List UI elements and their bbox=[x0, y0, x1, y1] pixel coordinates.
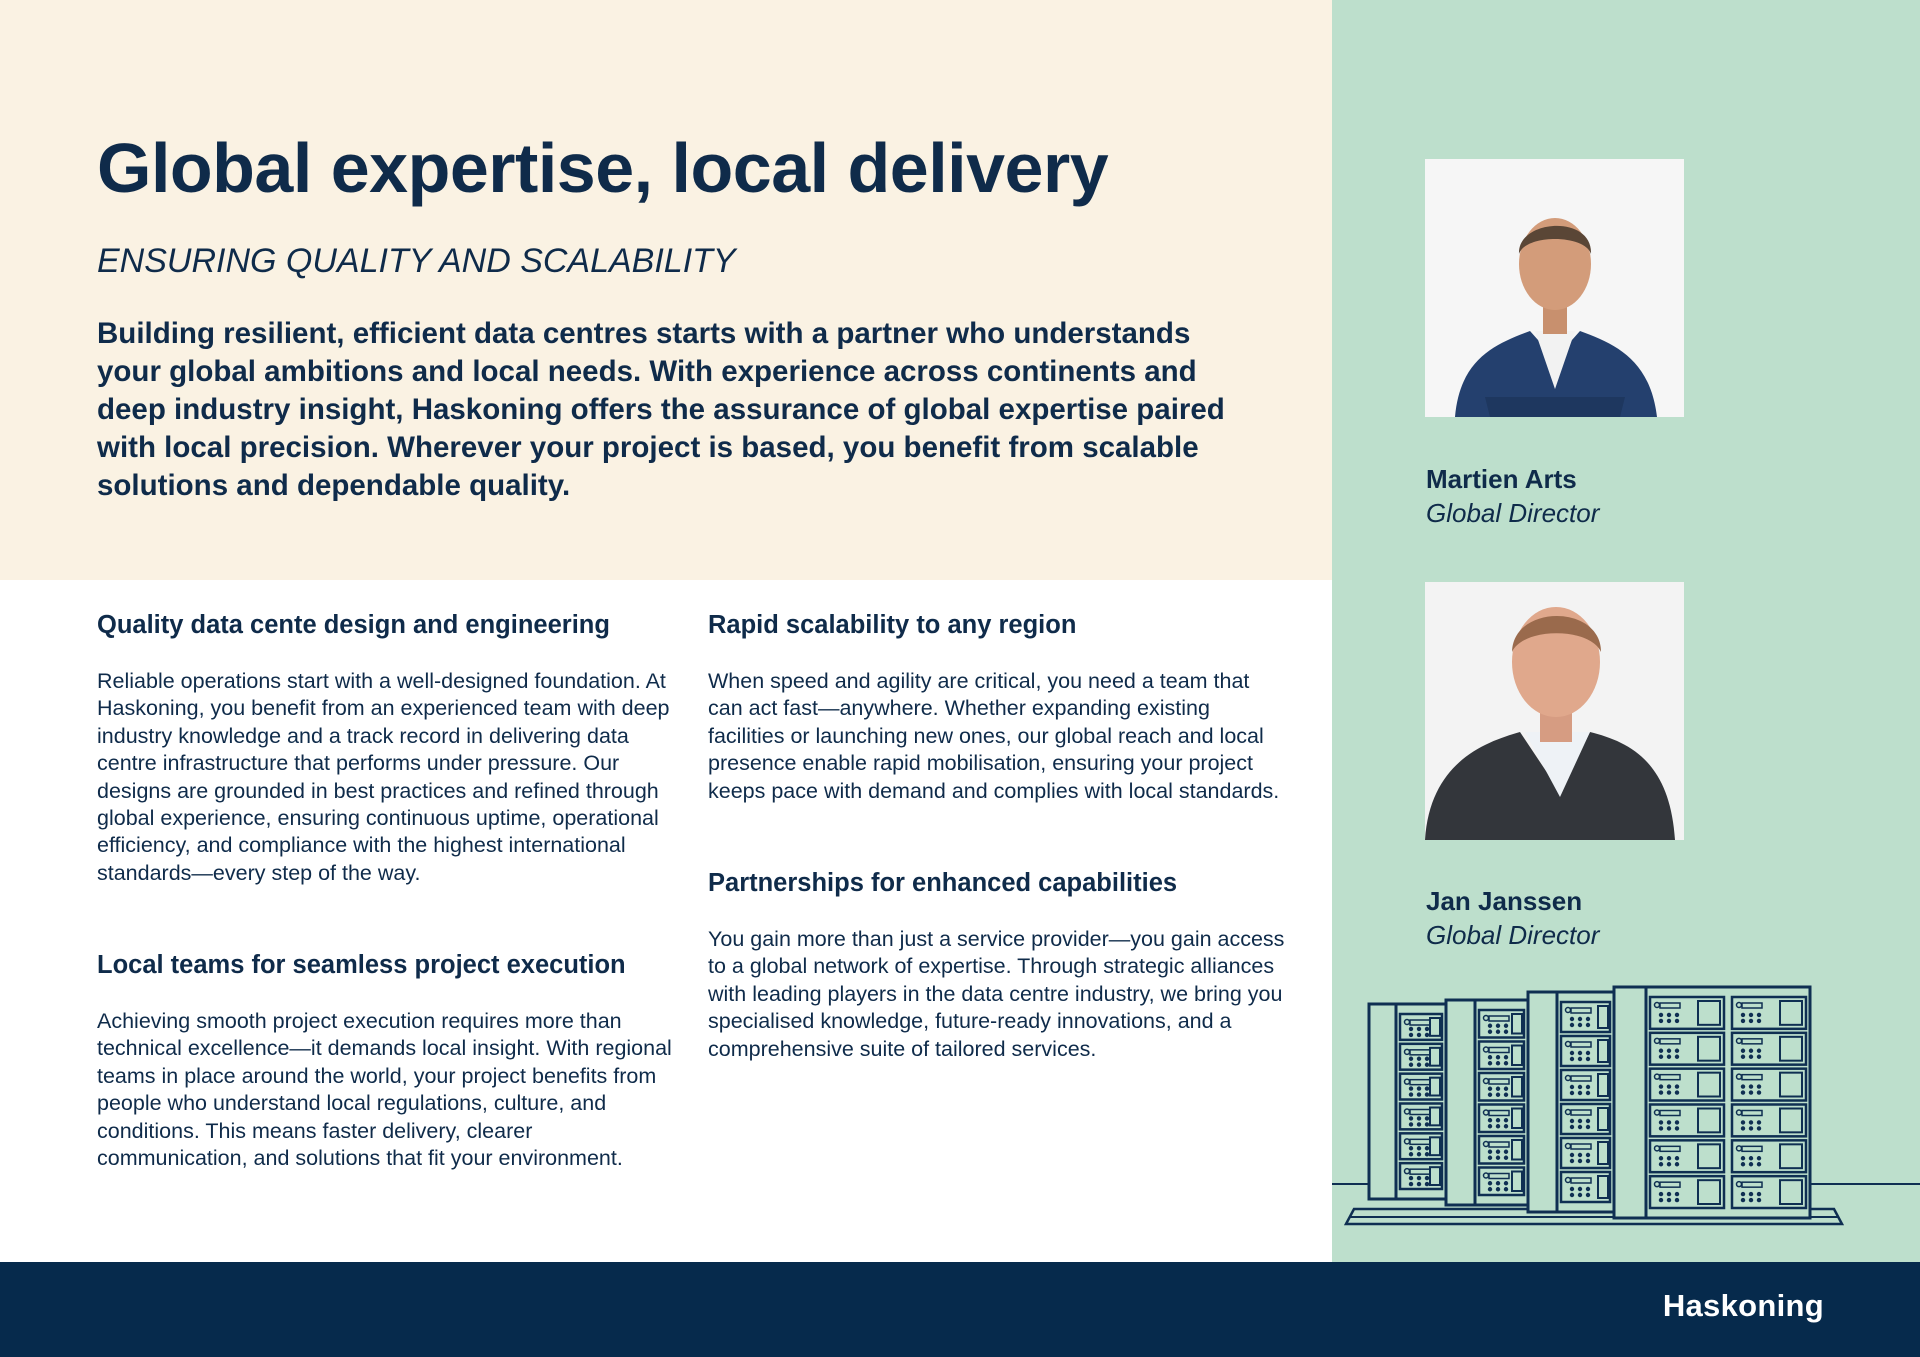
server-button bbox=[1488, 1055, 1492, 1059]
server-button bbox=[1570, 1085, 1574, 1089]
server-button bbox=[1425, 1086, 1429, 1090]
contact-martien-arts bbox=[1426, 462, 1599, 530]
server-button bbox=[1757, 1126, 1761, 1130]
server-button bbox=[1425, 1027, 1429, 1031]
server-button bbox=[1667, 1162, 1671, 1166]
server-button bbox=[1757, 1192, 1761, 1196]
server-button bbox=[1586, 1119, 1590, 1123]
server-button bbox=[1425, 1146, 1429, 1150]
server-button bbox=[1488, 1030, 1492, 1034]
server-button bbox=[1570, 1119, 1574, 1123]
server-button bbox=[1659, 1120, 1663, 1124]
server-button bbox=[1425, 1152, 1429, 1156]
server-button bbox=[1504, 1156, 1508, 1160]
server-button bbox=[1570, 1125, 1574, 1129]
server-button bbox=[1578, 1159, 1582, 1163]
server-button bbox=[1409, 1182, 1413, 1186]
server-button bbox=[1417, 1092, 1421, 1096]
server-button bbox=[1659, 1013, 1663, 1017]
server-button bbox=[1496, 1150, 1500, 1154]
section-body: Reliable operations start with a well-designed foundation. At Haskoning, you benefit from an experienced team with deep industry knowledge and a track record in delivering data centre infrastructure that performs under pressure. Our designs are grounded in best practices and refined through global experience, ensuring continuous uptime, operational efficiency, and compliance with the highest international standards—every step of the way. bbox=[97, 669, 670, 885]
server-button bbox=[1667, 1126, 1671, 1130]
server-button bbox=[1667, 1120, 1671, 1124]
server-button bbox=[1659, 1055, 1663, 1059]
server-button bbox=[1504, 1093, 1508, 1097]
server-button bbox=[1425, 1116, 1429, 1120]
server-button bbox=[1741, 1049, 1745, 1053]
server-button bbox=[1741, 1090, 1745, 1094]
server-button bbox=[1488, 1061, 1492, 1065]
server-button bbox=[1425, 1033, 1429, 1037]
server-button bbox=[1504, 1055, 1508, 1059]
server-button bbox=[1749, 1090, 1753, 1094]
server-button bbox=[1496, 1187, 1500, 1191]
server-rack bbox=[1369, 1004, 1446, 1199]
server-button bbox=[1749, 1162, 1753, 1166]
server-button bbox=[1409, 1152, 1413, 1156]
server-button bbox=[1570, 1017, 1574, 1021]
server-button bbox=[1749, 1120, 1753, 1124]
server-button bbox=[1586, 1187, 1590, 1191]
server-button bbox=[1675, 1049, 1679, 1053]
server-button bbox=[1675, 1019, 1679, 1023]
server-button bbox=[1409, 1146, 1413, 1150]
server-button bbox=[1586, 1023, 1590, 1027]
server-button bbox=[1417, 1116, 1421, 1120]
server-button bbox=[1659, 1049, 1663, 1053]
server-button bbox=[1675, 1013, 1679, 1017]
server-button bbox=[1741, 1084, 1745, 1088]
server-button bbox=[1578, 1119, 1582, 1123]
server-rack bbox=[1446, 1000, 1528, 1205]
server-button bbox=[1749, 1192, 1753, 1196]
server-button bbox=[1757, 1120, 1761, 1124]
server-button bbox=[1496, 1124, 1500, 1128]
server-button bbox=[1659, 1126, 1663, 1130]
footer bbox=[0, 1262, 1920, 1357]
server-button bbox=[1417, 1146, 1421, 1150]
server-button bbox=[1757, 1162, 1761, 1166]
server-button bbox=[1578, 1187, 1582, 1191]
server-button bbox=[1667, 1055, 1671, 1059]
server-button bbox=[1675, 1084, 1679, 1088]
page-subtitle: ENSURING QUALITY AND SCALABILITY bbox=[97, 242, 736, 280]
server-button bbox=[1496, 1061, 1500, 1065]
server-button bbox=[1749, 1049, 1753, 1053]
server-button bbox=[1749, 1055, 1753, 1059]
server-button bbox=[1425, 1182, 1429, 1186]
server-button bbox=[1659, 1162, 1663, 1166]
server-button bbox=[1659, 1084, 1663, 1088]
contact-jan-janssen bbox=[1426, 884, 1599, 952]
server-button bbox=[1757, 1156, 1761, 1160]
server-button bbox=[1667, 1049, 1671, 1053]
server-button bbox=[1586, 1057, 1590, 1061]
section-heading: Partnerships for enhanced capabilities bbox=[708, 869, 1178, 897]
server-button bbox=[1586, 1017, 1590, 1021]
server-button bbox=[1496, 1093, 1500, 1097]
section-heading: Quality data cente design and engineering bbox=[97, 611, 610, 639]
server-button bbox=[1488, 1118, 1492, 1122]
server-button bbox=[1409, 1092, 1413, 1096]
server-button bbox=[1659, 1019, 1663, 1023]
server-button bbox=[1586, 1159, 1590, 1163]
server-button bbox=[1570, 1187, 1574, 1191]
server-button bbox=[1488, 1156, 1492, 1160]
server-button bbox=[1659, 1192, 1663, 1196]
server-button bbox=[1504, 1061, 1508, 1065]
server-racks-illustration bbox=[1332, 960, 1920, 1260]
server-button bbox=[1667, 1013, 1671, 1017]
server-button bbox=[1749, 1198, 1753, 1202]
server-button bbox=[1409, 1116, 1413, 1120]
server-button bbox=[1496, 1181, 1500, 1185]
server-button bbox=[1741, 1156, 1745, 1160]
section-heading: Local teams for seamless project execution bbox=[97, 951, 626, 979]
server-button bbox=[1741, 1120, 1745, 1124]
server-button bbox=[1675, 1156, 1679, 1160]
server-button bbox=[1749, 1019, 1753, 1023]
section-heading: Rapid scalability to any region bbox=[708, 611, 1077, 639]
server-button bbox=[1578, 1125, 1582, 1129]
server-button bbox=[1757, 1019, 1761, 1023]
section-body: You gain more than just a service provider—you gain access to a global network of expertise. Through strategic alliances with leading players in the data centre industry, we bring you specialised knowledge, future-ready innovations, and a comprehensive suite of tailored services. bbox=[708, 927, 1285, 1061]
server-button bbox=[1409, 1122, 1413, 1126]
server-button bbox=[1578, 1057, 1582, 1061]
server-button bbox=[1488, 1181, 1492, 1185]
server-button bbox=[1667, 1192, 1671, 1196]
server-button bbox=[1425, 1122, 1429, 1126]
server-button bbox=[1586, 1125, 1590, 1129]
server-button bbox=[1425, 1063, 1429, 1067]
server-button bbox=[1496, 1024, 1500, 1028]
server-button bbox=[1675, 1120, 1679, 1124]
server-button bbox=[1417, 1063, 1421, 1067]
server-button bbox=[1578, 1017, 1582, 1021]
server-button bbox=[1570, 1091, 1574, 1095]
server-button bbox=[1488, 1024, 1492, 1028]
server-button bbox=[1417, 1122, 1421, 1126]
contact-name: Jan Janssen bbox=[1426, 886, 1583, 916]
server-button bbox=[1586, 1091, 1590, 1095]
server-button bbox=[1417, 1152, 1421, 1156]
server-button bbox=[1675, 1162, 1679, 1166]
server-button bbox=[1749, 1084, 1753, 1088]
server-button bbox=[1570, 1051, 1574, 1055]
server-button bbox=[1417, 1033, 1421, 1037]
section-body: Achieving smooth project execution requires more than technical excellence—it demands local insight. With regional teams in place around the world, your project benefits from people who understand local regulations, culture, and conditions. This means faster delivery, clearer communication, and solutions that fit your environment. bbox=[97, 1009, 672, 1171]
server-button bbox=[1417, 1176, 1421, 1180]
server-button bbox=[1667, 1156, 1671, 1160]
server-button bbox=[1667, 1019, 1671, 1023]
server-button bbox=[1578, 1091, 1582, 1095]
server-button bbox=[1417, 1182, 1421, 1186]
server-button bbox=[1488, 1150, 1492, 1154]
server-button bbox=[1749, 1126, 1753, 1130]
server-button bbox=[1496, 1118, 1500, 1122]
contact-role: Global Director bbox=[1426, 920, 1600, 950]
server-button bbox=[1659, 1198, 1663, 1202]
server-button bbox=[1757, 1013, 1761, 1017]
server-button bbox=[1409, 1176, 1413, 1180]
server-button bbox=[1586, 1051, 1590, 1055]
server-button bbox=[1425, 1092, 1429, 1096]
server-button bbox=[1570, 1153, 1574, 1157]
server-button bbox=[1488, 1093, 1492, 1097]
server-button bbox=[1417, 1086, 1421, 1090]
server-button bbox=[1675, 1055, 1679, 1059]
server-button bbox=[1570, 1193, 1574, 1197]
server-button bbox=[1675, 1192, 1679, 1196]
server-button bbox=[1757, 1084, 1761, 1088]
server-button bbox=[1504, 1024, 1508, 1028]
server-button bbox=[1578, 1023, 1582, 1027]
server-button bbox=[1496, 1055, 1500, 1059]
server-button bbox=[1675, 1126, 1679, 1130]
server-button bbox=[1488, 1124, 1492, 1128]
server-button bbox=[1741, 1055, 1745, 1059]
server-button bbox=[1757, 1055, 1761, 1059]
server-button bbox=[1504, 1087, 1508, 1091]
page-title: Global expertise, local delivery bbox=[97, 129, 1109, 207]
server-button bbox=[1741, 1162, 1745, 1166]
server-button bbox=[1570, 1159, 1574, 1163]
server-button bbox=[1496, 1156, 1500, 1160]
server-button bbox=[1741, 1198, 1745, 1202]
server-button bbox=[1741, 1126, 1745, 1130]
server-button bbox=[1578, 1193, 1582, 1197]
server-button bbox=[1578, 1085, 1582, 1089]
server-button bbox=[1496, 1087, 1500, 1091]
server-button bbox=[1504, 1181, 1508, 1185]
server-button bbox=[1586, 1085, 1590, 1089]
server-button bbox=[1586, 1153, 1590, 1157]
server-button bbox=[1667, 1198, 1671, 1202]
server-button bbox=[1409, 1063, 1413, 1067]
server-button bbox=[1675, 1090, 1679, 1094]
section-body: When speed and agility are critical, you need a team that can act fast—anywhere. Whether expanding existing facilities or launching new ones, our global reach and local presence enable rapid mobilisation, ensuring your project keeps pace with demand and complies with local standards. bbox=[708, 669, 1280, 803]
server-button bbox=[1659, 1090, 1663, 1094]
server-button bbox=[1675, 1198, 1679, 1202]
server-button bbox=[1749, 1013, 1753, 1017]
server-button bbox=[1425, 1057, 1429, 1061]
contact-name: Martien Arts bbox=[1426, 464, 1577, 494]
server-button bbox=[1741, 1013, 1745, 1017]
server-button bbox=[1757, 1090, 1761, 1094]
server-button bbox=[1504, 1150, 1508, 1154]
server-button bbox=[1749, 1156, 1753, 1160]
server-button bbox=[1586, 1193, 1590, 1197]
server-button bbox=[1659, 1156, 1663, 1160]
server-button bbox=[1504, 1187, 1508, 1191]
server-button bbox=[1667, 1090, 1671, 1094]
server-button bbox=[1757, 1198, 1761, 1202]
server-button bbox=[1578, 1153, 1582, 1157]
server-button bbox=[1504, 1124, 1508, 1128]
server-button bbox=[1570, 1023, 1574, 1027]
contact-photo-jan-janssen bbox=[1425, 582, 1684, 840]
server-button bbox=[1409, 1086, 1413, 1090]
server-button bbox=[1409, 1027, 1413, 1031]
server-button bbox=[1417, 1057, 1421, 1061]
lead-paragraph: Building resilient, efficient data centres starts with a partner who understands your global ambitions and local needs. With experience across continents and deep industry insight, Haskoning offers the assurance of global expertise paired with local precision. Wherever your project is based, you benefit from scalable solutions and dependable quality. bbox=[97, 317, 1225, 502]
server-button bbox=[1504, 1030, 1508, 1034]
server-button bbox=[1570, 1057, 1574, 1061]
contact-photo-martien-arts bbox=[1425, 159, 1684, 417]
server-button bbox=[1496, 1030, 1500, 1034]
haskoning-logo: Haskoning bbox=[1662, 1288, 1824, 1323]
server-button bbox=[1488, 1187, 1492, 1191]
server-button bbox=[1504, 1118, 1508, 1122]
section-rapid-scalability bbox=[708, 611, 1288, 805]
server-button bbox=[1425, 1176, 1429, 1180]
server-button bbox=[1488, 1087, 1492, 1091]
contact-role: Global Director bbox=[1426, 498, 1600, 528]
server-button bbox=[1409, 1033, 1413, 1037]
section-partnerships bbox=[708, 869, 1288, 1063]
server-button bbox=[1741, 1192, 1745, 1196]
server-button bbox=[1741, 1019, 1745, 1023]
section-quality-design bbox=[97, 611, 677, 887]
server-button bbox=[1409, 1057, 1413, 1061]
server-button bbox=[1417, 1027, 1421, 1031]
server-button bbox=[1578, 1051, 1582, 1055]
server-button bbox=[1757, 1049, 1761, 1053]
server-button bbox=[1667, 1084, 1671, 1088]
section-local-teams bbox=[97, 951, 677, 1172]
